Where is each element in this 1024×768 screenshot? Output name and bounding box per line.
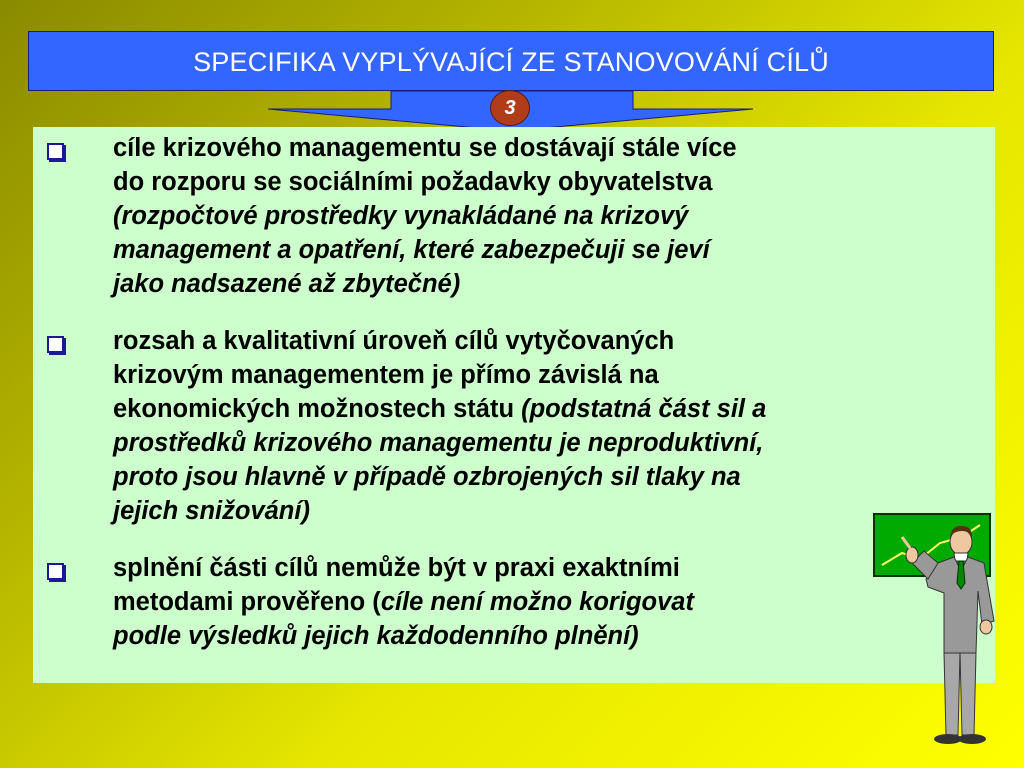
bullet-line: cíle krizového managementu se dostávají stále více — [113, 134, 737, 162]
bullet-line: ekonomických možnostech státu (podstatná část sil a — [113, 395, 767, 423]
content-panel — [33, 127, 995, 683]
bullet-line: proto jsou hlavně v případě ozbrojených sil tlaky na — [113, 463, 741, 491]
bullet-line: podle výsledků jejich každodenního plnění) — [113, 622, 639, 650]
bullet-line: splnění části cílů nemůže být v praxi exaktními — [113, 554, 680, 582]
bullet-line: rozsah a kvalitativní úroveň cílů vytyčovaných — [113, 327, 675, 355]
bullet-line: prostředků krizového managementu je neproduktivní, — [113, 429, 764, 457]
title-banner — [28, 31, 994, 91]
bullet-line: (rozpočtové prostředky vynakládané na krizový — [113, 202, 689, 230]
bullet-line: do rozporu se sociálními požadavky obyvatelstva — [113, 168, 713, 196]
bullet-line: jejich snižování) — [113, 497, 310, 525]
checkbox-bullet-icon — [47, 336, 64, 353]
bullet-text-2 — [113, 324, 993, 528]
slide-number-badge: 3 — [490, 90, 530, 126]
bullet-line: management a opatření, které zabezpečuji se jeví — [113, 236, 710, 264]
slide-title: SPECIFIKA VYPLÝVAJÍCÍ ZE STANOVOVÁNÍ CÍLŮ — [193, 46, 829, 77]
presenter-clipart — [872, 513, 998, 753]
bullet-line: jako nadsazené až zbytečné) — [113, 270, 461, 298]
bullet-line: metodami prověřeno (cíle není možno korigovat — [113, 588, 694, 616]
checkbox-bullet-icon — [47, 563, 64, 580]
checkbox-bullet-icon — [47, 143, 64, 160]
bullet-line: krizovým managementem je přímo závislá na — [113, 361, 659, 389]
bullet-text-1 — [113, 131, 993, 301]
bullet-text-3 — [113, 551, 993, 653]
